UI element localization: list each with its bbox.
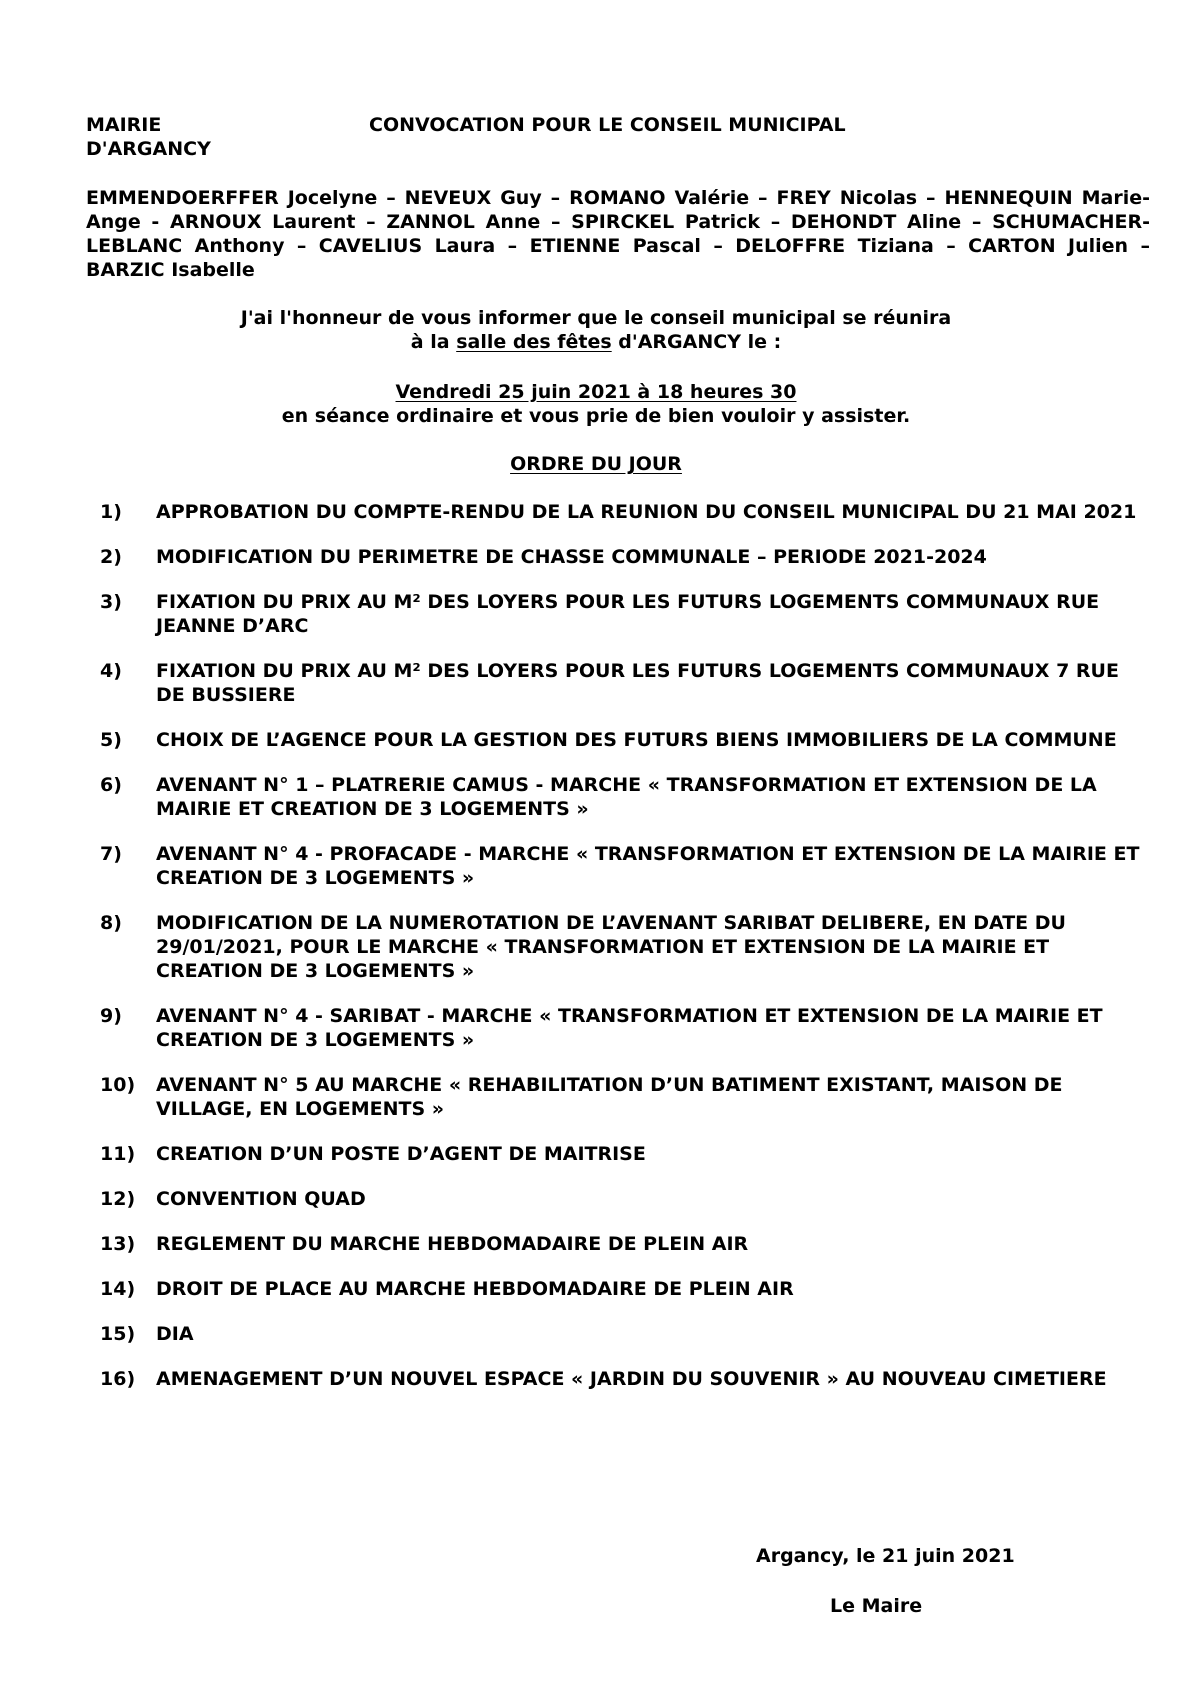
intro-line-2 (86, 330, 1106, 354)
intro-paragraph (86, 306, 1106, 354)
agenda-item-text: CREATION D’UN POSTE D’AGENT DE MAITRISE (156, 1143, 646, 1165)
agenda-item (100, 1277, 1150, 1301)
agenda-title-block (86, 452, 1106, 476)
intro-suffix: d'ARGANCY le : (611, 331, 782, 353)
agenda-item-number: 2) (100, 546, 122, 568)
meeting-date: Vendredi 25 juin 2021 à 18 heures 30 (395, 381, 797, 403)
agenda-item-text: AVENANT N° 4 - PROFACADE - MARCHE « TRANSFORMATION ET EXTENSION DE LA MAIRIE ET CREATION DE 3 LOGEMENTS » (156, 843, 1140, 889)
agenda-item (100, 1142, 1150, 1166)
agenda-item (100, 1367, 1150, 1391)
agenda-item-number: 12) (100, 1188, 136, 1210)
mairie-block (86, 113, 336, 161)
agenda-item-text: AVENANT N° 5 AU MARCHE « REHABILITATION D’UN BATIMENT EXISTANT, MAISON DE VILLAGE, EN LOGEMENTS » (156, 1074, 1063, 1120)
agenda-item-text: FIXATION DU PRIX AU M² DES LOYERS POUR LES FUTURS LOGEMENTS COMMUNAUX RUE JEANNE D’ARC (156, 591, 1100, 637)
agenda-item (100, 1322, 1150, 1346)
meeting-date-block (86, 380, 1106, 428)
agenda-item-text: CONVENTION QUAD (156, 1188, 366, 1210)
intro-line-1: J'ai l'honneur de vous informer que le conseil municipal se réunira (240, 307, 952, 329)
agenda-item-text: DROIT DE PLACE AU MARCHE HEBDOMADAIRE DE PLEIN AIR (156, 1278, 794, 1300)
agenda-item (100, 773, 1150, 821)
agenda-item-text: FIXATION DU PRIX AU M² DES LOYERS POUR LES FUTURS LOGEMENTS COMMUNAUX 7 RUE DE BUSSIERE (156, 660, 1119, 706)
agenda-item-number: 14) (100, 1278, 136, 1300)
agenda-item-text: DIA (156, 1323, 194, 1345)
agenda-item-number: 16) (100, 1368, 136, 1390)
signature-role: Le Maire (830, 1595, 923, 1617)
agenda-item-text: AVENANT N° 4 - SARIBAT - MARCHE « TRANSFORMATION ET EXTENSION DE LA MAIRIE ET CREATION DE 3 LOGEMENTS » (156, 1005, 1103, 1051)
agenda-item-text: MODIFICATION DE LA NUMEROTATION DE L’AVENANT SARIBAT DELIBERE, EN DATE DU 29/01/2021, POUR LE MARCHE « TRANSFORMATION ET EXTENSION DE LA MAIRIE ET CREATION DE 3 LOGEMENTS » (156, 912, 1066, 982)
agenda-item-number: 4) (100, 660, 122, 682)
agenda-item-text: AMENAGEMENT D’UN NOUVEL ESPACE « JARDIN DU SOUVENIR » AU NOUVEAU CIMETIERE (156, 1368, 1107, 1390)
agenda-item (100, 842, 1150, 890)
agenda-item-text: CHOIX DE L’AGENCE POUR LA GESTION DES FUTURS BIENS IMMOBILIERS DE LA COMMUNE (156, 729, 1117, 751)
agenda-item-text: REGLEMENT DU MARCHE HEBDOMADAIRE DE PLEIN AIR (156, 1233, 749, 1255)
members-list: EMMENDOERFFER Jocelyne – NEVEUX Guy – ROMANO Valérie – FREY Nicolas – HENNEQUIN Marie-Ange - ARNOUX Laurent – ZANNOL Anne – SPIRCKEL Patrick – DEHONDT Aline – SCHUMACHER-LEBLANC Anthony – CAVELIUS Laura – ETIENNE Pascal – DELOFFRE Tiziana – CARTON Julien – BARZIC Isabelle (86, 187, 1150, 281)
agenda-item-text: APPROBATION DU COMPTE-RENDU DE LA REUNION DU CONSEIL MUNICIPAL DU 21 MAI 2021 (156, 501, 1137, 523)
agenda-item (100, 1232, 1150, 1256)
meeting-session: en séance ordinaire et vous prie de bien vouloir y assister. (281, 405, 911, 427)
agenda-item-number: 5) (100, 729, 122, 751)
agenda-title: ORDRE DU JOUR (510, 453, 682, 475)
agenda-item-number: 1) (100, 501, 122, 523)
agenda-item (100, 590, 1150, 638)
agenda-item-number: 9) (100, 1005, 122, 1027)
agenda-item (100, 545, 1150, 569)
agenda-item-number: 15) (100, 1323, 136, 1345)
agenda-item-number: 11) (100, 1143, 136, 1165)
agenda-item (100, 1004, 1150, 1052)
meeting-place: salle des fêtes (456, 331, 612, 353)
agenda-item-text: MODIFICATION DU PERIMETRE DE CHASSE COMMUNALE – PERIODE 2021-2024 (156, 546, 987, 568)
signature-place-date: Argancy, le 21 juin 2021 (756, 1545, 1015, 1567)
agenda-item-text: AVENANT N° 1 – PLATRERIE CAMUS - MARCHE « TRANSFORMATION ET EXTENSION DE LA MAIRIE ET CREATION DE 3 LOGEMENTS » (156, 774, 1097, 820)
agenda-item (100, 1073, 1150, 1121)
document-title: CONVOCATION POUR LE CONSEIL MUNICIPAL (369, 114, 846, 136)
agenda-item (100, 500, 1150, 524)
agenda-item (100, 659, 1150, 707)
agenda-item (100, 911, 1150, 983)
mairie-line-1: MAIRIE (86, 114, 162, 136)
agenda-item-number: 7) (100, 843, 122, 865)
intro-prefix: à la (410, 331, 457, 353)
agenda-item-number: 10) (100, 1074, 136, 1096)
agenda-item (100, 1187, 1150, 1211)
agenda-item-number: 8) (100, 912, 122, 934)
agenda-item-number: 13) (100, 1233, 136, 1255)
agenda-item-number: 6) (100, 774, 122, 796)
mairie-line-2: D'ARGANCY (86, 138, 211, 160)
agenda-item-number: 3) (100, 591, 122, 613)
agenda-list (100, 500, 1150, 1391)
agenda-item (100, 728, 1150, 752)
